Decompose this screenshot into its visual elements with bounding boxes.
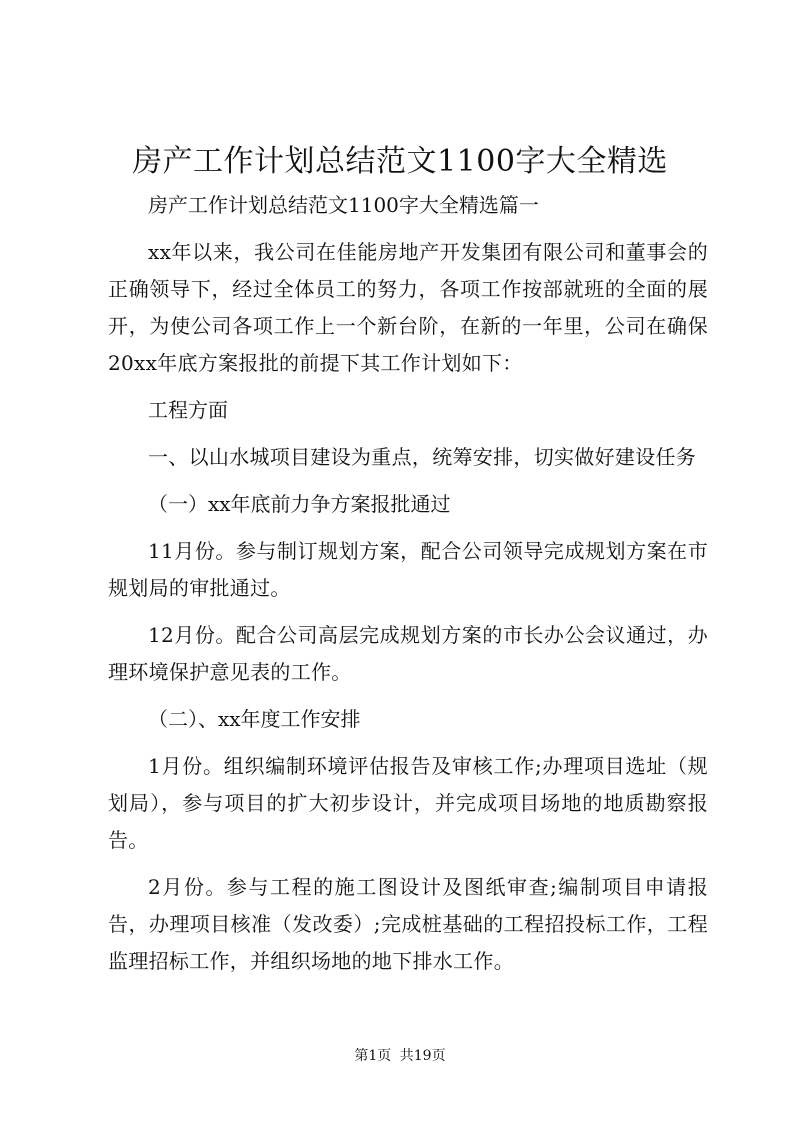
- paragraph-january: 1月份。组织编制环境评估报告及审核工作;办理项目选址（规划局），参与项目的扩大初步设计，并完成项目场地的地质勘察报告。: [108, 754, 708, 852]
- paragraph-december: 12月份。配合公司高层完成规划方案的市长办公会议通过，办理环境保护意见表的工作。: [108, 623, 708, 684]
- section-heading-engineering: 工程方面: [148, 398, 228, 422]
- paragraph-intro: xx年以来，我公司在佳能房地产开发集团有限公司和董事会的正确领导下，经过全体员工的努力，各项工作按部就班的全面的展开，为使公司各项工作上一个新台阶，在新的一年里，公司在确保20xx年底方案报批的前提下其工作计划如下：: [108, 240, 708, 375]
- paragraph-november: 11月份。参与制订规划方案，配合公司领导完成规划方案在市规划局的审批通过。: [108, 539, 708, 600]
- section-subtitle: 房产工作计划总结范文1100字大全精选篇一: [148, 193, 539, 217]
- page-number: 第1页: [354, 1048, 392, 1064]
- item-heading-1: 一、以山水城项目建设为重点，统筹安排，切实做好建设任务: [148, 445, 697, 469]
- page-footer: [0, 1046, 800, 1066]
- paragraph-february: 2月份。参与工程的施工图设计及图纸审查;编制项目申请报告，办理项目核准（发改委）;完成桩基础的工程招投标工作，工程监理招标工作，并组织场地的地下排水工作。: [108, 875, 708, 973]
- subsection-heading-1: （一）xx年底前力争方案报批通过: [148, 492, 451, 516]
- document-title: 房产工作计划总结范文1100字大全精选: [132, 144, 668, 179]
- page-total: 共19页: [399, 1048, 446, 1064]
- document-body: [108, 187, 708, 990]
- subsection-heading-2: （二）、xx年度工作安排: [148, 707, 361, 731]
